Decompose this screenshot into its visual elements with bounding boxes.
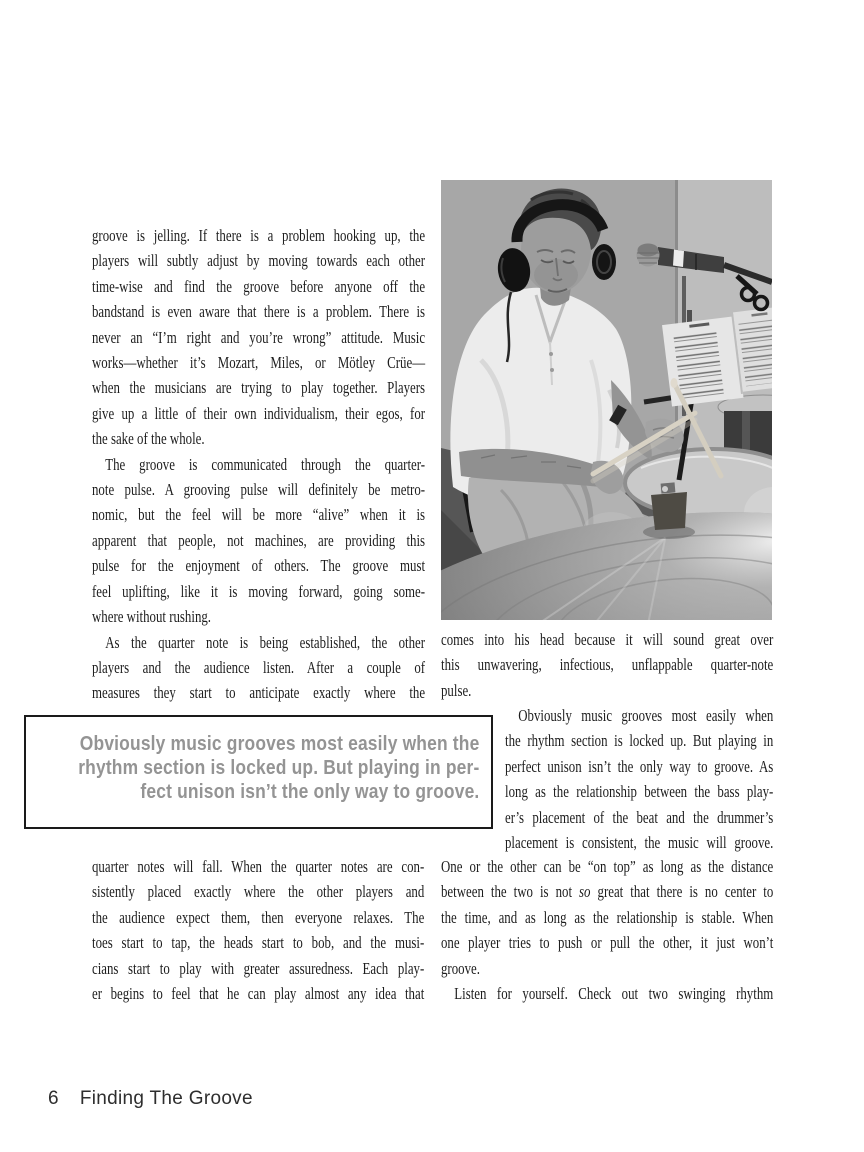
book-title: Finding The Groove (79, 1088, 253, 1109)
text-line: one player tries to push or pull the other, it just won’t (441, 933, 774, 953)
text-line: players will subtly adjust by moving towards each other (92, 251, 426, 271)
drummer-photo (441, 180, 772, 620)
text-line: never an “I’m right and you’re wrong” attitude. Music (92, 327, 426, 347)
text-line: Listen for yourself. Check out two swinging rhythm (454, 984, 774, 1004)
text-line: Obviously music grooves most easily when the (79, 732, 480, 755)
text-line: works—whether it’s Mozart, Miles, or Mötley Crüe— (92, 353, 426, 373)
text-line: perfect unison isn’t the only way to groove. As (505, 756, 774, 776)
text-line: feel uplifting, like it is moving forward, going some- (92, 581, 426, 601)
left-column-lower-text (92, 854, 424, 1006)
text-line: apparent that people, not machines, are providing this (92, 530, 426, 550)
text-line: groove. (441, 958, 480, 978)
text-line: bandstand is even aware that there is a problem. There is (92, 302, 426, 322)
pull-quote-box (24, 715, 493, 829)
text-line: pulse. (441, 680, 472, 700)
text-line: comes into his head because it will sound great over (441, 630, 774, 649)
text-line: note pulse. A grooving pulse will definitely be metro- (92, 480, 426, 500)
text-line: fect unison isn’t the only way to groove. (140, 780, 480, 803)
text-line: between the two is not so great that there is no center to (441, 882, 774, 902)
text-line: groove is jelling. If there is a problem hooking up, the (92, 226, 426, 245)
text-line: the rhythm section is locked up. But playing in (505, 731, 774, 751)
text-line: toes start to tap, the heads start to bob, and the musi- (92, 933, 425, 953)
text-line: As the quarter note is being established, the other (105, 632, 426, 652)
drummer-photo-art (441, 180, 772, 620)
text-line: where without rushing. (92, 607, 212, 627)
text-line: er begins to feel that he can play almost any idea that (92, 984, 425, 1004)
pull-quote-text (40, 732, 479, 804)
text-line: the audience expect them, then everyone relaxes. The (92, 907, 425, 927)
text-line: nomic, but the feel will be more “alive” when it is (92, 505, 426, 525)
text-line: give up a little of their own individualism, their egos, for (92, 403, 426, 423)
text-line: One or the other can be “on top” as long as the distance (441, 857, 774, 876)
text-line: players and the audience listen. After a couple of (92, 657, 426, 677)
text-line: sistently placed exactly where the other players and (92, 882, 425, 902)
text-line: The groove is communicated through the quarter- (105, 454, 426, 474)
text-line: cians start to play with greater assuredness. Each play- (92, 958, 425, 978)
right-column-upper-text (441, 627, 773, 703)
page-footer (48, 1088, 253, 1110)
right-column-lower-text (441, 854, 773, 1006)
right-column-narrow-text (505, 703, 773, 855)
page-number: 6 (48, 1088, 59, 1109)
text-line: er’s placement of the beat and the drummer’s (505, 807, 774, 827)
text-line: long as the relationship between the bass play- (505, 782, 774, 802)
text-line: placement is consistent, the music will groove. (505, 833, 774, 853)
text-line: rhythm section is locked up. But playing in per- (78, 756, 480, 779)
text-line: quarter notes will fall. When the quarter notes are con- (92, 857, 425, 876)
text-line: measures they start to anticipate exactly where the (92, 683, 426, 703)
left-column-upper-text (92, 223, 425, 706)
text-line: time-wise and find the groove before anyone off the (92, 276, 426, 296)
text-line: Obviously music grooves most easily when (518, 706, 774, 725)
text-line: pulse for the enjoyment of others. The groove must (92, 556, 426, 576)
text-line: the time, and as long as the relationship is stable. When (441, 907, 774, 927)
text-line: when the musicians are trying to play together. Players (92, 378, 426, 398)
text-line: this unwavering, infectious, unflappable quarter-note (441, 655, 774, 675)
text-line: the sake of the whole. (92, 429, 205, 449)
